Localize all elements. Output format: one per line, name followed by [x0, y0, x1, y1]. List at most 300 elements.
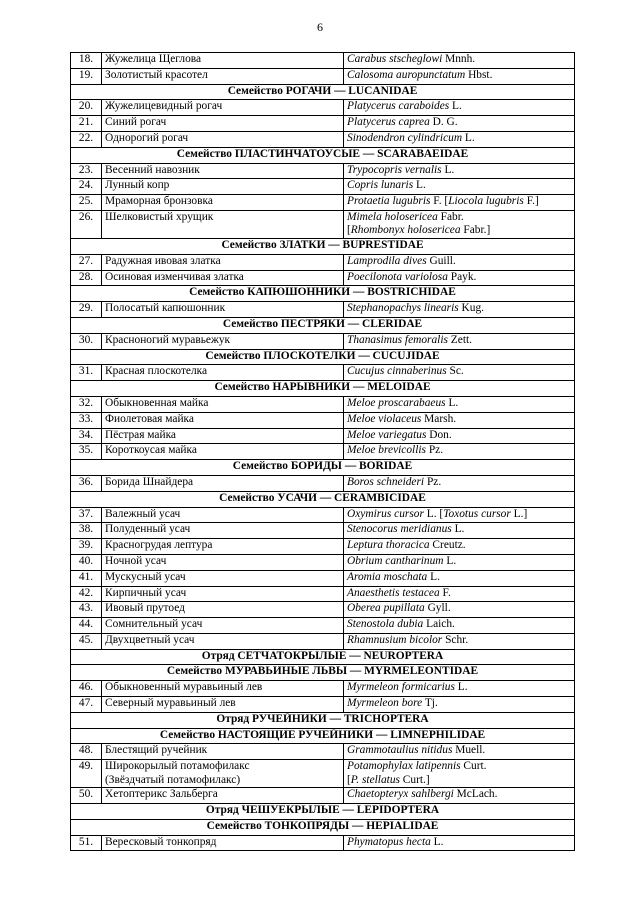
latin-name: Stephanopachys linearis — [347, 302, 459, 315]
latin-name: Oberea pupillata — [347, 602, 425, 615]
latin-name: Copris lunaris — [347, 179, 414, 192]
taxon-header: Отряд СЕТЧАТОКРЫЛЫЕ — NEUROPTERA — [71, 649, 575, 665]
taxon-header: Отряд ЧЕШУЕКРЫЛЫЕ — LEPIDOPTERA — [71, 804, 575, 820]
species-table-body — [71, 53, 575, 851]
russian-name: (Звёздчатый потамофилакс) — [105, 773, 241, 786]
latin-name: Potamophylax latipennis — [347, 760, 461, 773]
author-citation: Kug. — [458, 302, 484, 315]
latin-name-line — [347, 681, 571, 695]
russian-name: Синий рогач — [105, 116, 167, 129]
latin-name-cell — [344, 618, 575, 634]
latin-name: Protaetia lugubris — [347, 195, 431, 208]
species-number: 22. — [71, 131, 102, 147]
russian-name: Вересковый тонкопряд — [105, 835, 217, 848]
latin-name-line — [347, 195, 571, 209]
latin-name-line — [347, 555, 571, 569]
latin-name-cell — [344, 412, 575, 428]
species-row — [71, 681, 575, 697]
species-row — [71, 100, 575, 116]
russian-name: Валежный усач — [105, 507, 181, 520]
russian-name-cell — [102, 554, 344, 570]
latin-name-cell — [344, 365, 575, 381]
author-citation: D. G. — [429, 116, 458, 129]
species-row — [71, 744, 575, 760]
latin-name-cell — [344, 539, 575, 555]
author-citation: L. — [427, 570, 440, 583]
russian-name: Лунный копр — [105, 179, 170, 192]
latin-name-cell — [344, 396, 575, 412]
latin-name-line — [347, 587, 571, 601]
latin-name-line — [347, 429, 571, 443]
latin-name-cell — [344, 760, 575, 788]
latin-name-cell — [344, 53, 575, 69]
russian-name-cell — [102, 428, 344, 444]
latin-name-line — [347, 164, 571, 178]
russian-name: Северный муравьиный лев — [105, 697, 236, 710]
species-row — [71, 507, 575, 523]
species-row — [71, 602, 575, 618]
author-citation: Tj. — [422, 697, 438, 710]
russian-name-cell — [102, 412, 344, 428]
author-citation: L. — [413, 179, 426, 192]
author-citation: Don. — [426, 428, 452, 441]
taxon-header-row — [71, 819, 575, 835]
russian-name-cell — [102, 681, 344, 697]
taxon-header-row — [71, 381, 575, 397]
latin-name-line — [347, 100, 571, 114]
species-row — [71, 539, 575, 555]
russian-name: Красная плоскотелка — [105, 365, 208, 378]
latin-name-cell — [344, 570, 575, 586]
russian-name: Золотистый красотел — [105, 68, 208, 81]
latin-name-line — [347, 413, 571, 427]
author-citation: Payk. — [447, 270, 477, 283]
latin-name-line — [347, 255, 571, 269]
latin-name: Poecilonota variolosa — [347, 270, 448, 283]
latin-name-line — [347, 397, 571, 411]
latin-name: Meloe brevicollis — [347, 444, 426, 457]
latin-name: Trypocopris vernalis — [347, 163, 442, 176]
russian-name: Широкорылый потамофилакс — [105, 760, 250, 773]
russian-name-cell — [102, 697, 344, 713]
species-row — [71, 633, 575, 649]
species-row — [71, 210, 575, 238]
latin-name: Anaesthetis testacea — [347, 586, 440, 599]
author-citation: L.] — [510, 507, 528, 520]
taxon-header: Семейство БОРИДЫ — BORIDAE — [71, 460, 575, 476]
page-number: 6 — [317, 20, 323, 34]
latin-name-cell — [344, 195, 575, 211]
latin-name: Meloe proscarabaeus — [347, 396, 446, 409]
latin-name-cell — [344, 523, 575, 539]
latin-name-cell — [344, 163, 575, 179]
species-number: 31. — [71, 365, 102, 381]
russian-name-cell — [102, 444, 344, 460]
latin-name-line — [347, 760, 571, 774]
russian-name-cell — [102, 365, 344, 381]
author-citation: Muell. — [452, 744, 486, 757]
author-citation: L. — [462, 131, 475, 144]
latin-name-line — [347, 539, 571, 553]
russian-name: Кирпичный усач — [105, 586, 187, 599]
species-number: 35. — [71, 444, 102, 460]
author-citation: McLach. — [453, 788, 498, 801]
taxon-header-row — [71, 712, 575, 728]
latin-name: Rhamnusium bicolor — [347, 633, 443, 646]
latin-name-line — [347, 69, 571, 83]
latin-name-cell — [344, 697, 575, 713]
latin-name-line — [347, 508, 571, 522]
latin-name-line — [347, 444, 571, 458]
latin-name-line — [347, 53, 571, 67]
latin-name-line — [347, 602, 571, 616]
russian-name: Ночной усач — [105, 554, 167, 567]
latin-name-cell — [344, 179, 575, 195]
taxon-header-row — [71, 238, 575, 254]
russian-name-cell — [102, 835, 344, 851]
taxon-header: Семейство ТОНКОПРЯДЫ — HEPIALIDAE — [71, 819, 575, 835]
latin-name-line — [347, 523, 571, 537]
author-citation: Zett. — [447, 333, 472, 346]
species-number: 51. — [71, 835, 102, 851]
latin-name: Grammotaulius nitidus — [347, 744, 453, 757]
latin-name-line — [347, 334, 571, 348]
taxon-header-row — [71, 460, 575, 476]
russian-name-cell — [102, 179, 344, 195]
latin-name-line — [347, 211, 571, 225]
latin-name-line — [347, 774, 571, 788]
author-citation: L. — [443, 554, 457, 567]
russian-name: Пёстрая майка — [105, 428, 176, 441]
latin-name-cell — [344, 835, 575, 851]
taxon-header: Семейство КАПЮШОННИКИ — BOSTRICHIDAE — [71, 286, 575, 302]
latin-name-line — [347, 697, 571, 711]
species-row — [71, 68, 575, 84]
latin-name-cell — [344, 116, 575, 132]
russian-name-cell — [102, 602, 344, 618]
russian-name: Борида Шнайдера — [105, 475, 194, 488]
latin-name: Cucujus cinnaberinus — [347, 365, 447, 378]
species-number: 18. — [71, 53, 102, 69]
species-row — [71, 475, 575, 491]
species-number: 28. — [71, 270, 102, 286]
species-row — [71, 53, 575, 69]
russian-name-cell — [102, 53, 344, 69]
author-citation: Mnnh. — [442, 53, 476, 65]
author-citation: Schr. — [442, 633, 469, 646]
latin-name-cell — [344, 586, 575, 602]
taxon-header-row — [71, 491, 575, 507]
species-number: 30. — [71, 333, 102, 349]
species-number: 41. — [71, 570, 102, 586]
species-number: 43. — [71, 602, 102, 618]
species-row — [71, 270, 575, 286]
russian-name-cell — [102, 396, 344, 412]
latin-name: Leptura thoracica — [347, 539, 430, 552]
author-citation: F. — [439, 586, 451, 599]
species-row — [71, 554, 575, 570]
latin-name: Mimela holosericea — [347, 210, 438, 223]
taxon-header-row — [71, 804, 575, 820]
latin-name: Chaetopteryx sahlbergi — [347, 788, 454, 801]
author-citation: Curt.] — [399, 773, 430, 786]
latin-name: Meloe variegatus — [347, 428, 427, 441]
species-number: 26. — [71, 210, 102, 238]
species-number: 50. — [71, 788, 102, 804]
russian-name: Радужная ивовая златка — [105, 254, 221, 267]
russian-name-cell — [102, 270, 344, 286]
taxon-header-row — [71, 147, 575, 163]
russian-name-cell — [102, 618, 344, 634]
russian-name: Жужелица Щеглова — [105, 53, 202, 65]
species-number: 19. — [71, 68, 102, 84]
latin-name: Liocola lugubris — [448, 195, 524, 208]
russian-name: Полосатый капюшонник — [105, 302, 226, 315]
author-citation: Sc. — [446, 365, 464, 378]
latin-name: Platycerus caraboides — [347, 100, 450, 113]
species-number: 33. — [71, 412, 102, 428]
author-citation: [ — [347, 224, 351, 237]
taxon-header-row — [71, 649, 575, 665]
taxon-header: Семейство ПЛОСКОТЕЛКИ — CUCUJIDAE — [71, 349, 575, 365]
latin-name: Myrmeleon bore — [347, 697, 423, 710]
latin-name: Lamprodila dives — [347, 254, 427, 267]
latin-name-line — [347, 365, 571, 379]
species-row — [71, 131, 575, 147]
species-row — [71, 195, 575, 211]
species-number: 49. — [71, 760, 102, 788]
species-row — [71, 570, 575, 586]
latin-name: Sinodendron cylindricum — [347, 131, 463, 144]
latin-name-cell — [344, 428, 575, 444]
species-row — [71, 586, 575, 602]
author-citation: L. — [449, 100, 462, 113]
author-citation: Creutz. — [429, 539, 466, 552]
author-citation: [ — [347, 773, 351, 786]
russian-name-cell — [102, 788, 344, 804]
russian-name-cell — [102, 760, 344, 788]
author-citation: L. — [430, 835, 444, 848]
species-number: 27. — [71, 254, 102, 270]
species-row — [71, 333, 575, 349]
species-number: 25. — [71, 195, 102, 211]
latin-name-cell — [344, 554, 575, 570]
latin-name-cell — [344, 602, 575, 618]
latin-name: Aromia moschata — [347, 570, 428, 583]
species-row — [71, 396, 575, 412]
species-number: 40. — [71, 554, 102, 570]
latin-name-cell — [344, 744, 575, 760]
taxon-header-row — [71, 349, 575, 365]
author-citation: F. [ — [430, 195, 449, 208]
russian-name-cell — [102, 586, 344, 602]
species-number: 47. — [71, 697, 102, 713]
russian-name: Короткоусая майка — [105, 444, 197, 457]
author-citation: L. — [445, 396, 459, 409]
species-number: 36. — [71, 475, 102, 491]
species-number: 45. — [71, 633, 102, 649]
latin-name-cell — [344, 131, 575, 147]
author-citation: Hbst. — [465, 68, 493, 81]
latin-name: Carabus stscheglowi — [347, 53, 443, 65]
species-row — [71, 116, 575, 132]
latin-name: Toxotus cursor — [443, 507, 511, 520]
author-citation: Curt. — [460, 760, 487, 773]
russian-name-cell — [102, 507, 344, 523]
author-citation: Fabr.] — [460, 224, 491, 237]
latin-name-cell — [344, 100, 575, 116]
latin-name-cell — [344, 507, 575, 523]
author-citation: L. [ — [423, 507, 444, 520]
species-number: 37. — [71, 507, 102, 523]
latin-name: Phymatopus hecta — [347, 835, 431, 848]
latin-name-line — [347, 571, 571, 585]
latin-name-cell — [344, 270, 575, 286]
species-row — [71, 302, 575, 318]
species-row — [71, 428, 575, 444]
latin-name: Stenocorus meridianus — [347, 523, 452, 536]
russian-name: Жужелицевидный рогач — [105, 100, 223, 113]
russian-name: Обыкновенная майка — [105, 396, 209, 409]
taxon-header: Семейство МУРАВЬИНЫЕ ЛЬВЫ — MYRMELEONTIDAE — [71, 665, 575, 681]
russian-name: Красноногий муравьежук — [105, 333, 231, 346]
russian-name-cell — [102, 68, 344, 84]
russian-name-cell — [102, 131, 344, 147]
author-citation: L. — [451, 523, 465, 536]
russian-name-cell — [102, 163, 344, 179]
latin-name-line — [347, 836, 571, 850]
taxon-header: Семейство НАРЫВНИКИ — MELOIDAE — [71, 381, 575, 397]
latin-name: Thanasimus femoralis — [347, 333, 448, 346]
species-number: 39. — [71, 539, 102, 555]
species-row — [71, 697, 575, 713]
species-row — [71, 760, 575, 788]
author-citation: Marsh. — [421, 412, 457, 425]
taxon-header-row — [71, 84, 575, 100]
author-citation: Fabr. — [437, 210, 464, 223]
latin-name-line — [347, 744, 571, 758]
russian-name-cell — [102, 210, 344, 238]
species-row — [71, 254, 575, 270]
species-row — [71, 444, 575, 460]
taxon-header-row — [71, 728, 575, 744]
species-row — [71, 365, 575, 381]
latin-name-line — [347, 116, 571, 130]
species-row — [71, 179, 575, 195]
latin-name-cell — [344, 210, 575, 238]
russian-name: Полуденный усач — [105, 523, 191, 536]
latin-name-line — [347, 788, 571, 802]
russian-name-cell — [102, 333, 344, 349]
russian-name: Обыкновенный муравьиный лев — [105, 681, 263, 694]
species-number: 38. — [71, 523, 102, 539]
latin-name-cell — [344, 633, 575, 649]
latin-name-line — [347, 132, 571, 146]
russian-name: Сомнительный усач — [105, 618, 203, 631]
latin-name: Boros schneideri — [347, 475, 425, 488]
author-citation: L. — [441, 163, 455, 176]
russian-name-cell — [102, 475, 344, 491]
taxon-header: Отряд РУЧЕЙНИКИ — TRICHOPTERA — [71, 712, 575, 728]
species-number: 29. — [71, 302, 102, 318]
russian-name: Красногрудая лептура — [105, 539, 213, 552]
species-number: 34. — [71, 428, 102, 444]
russian-name: Мускусный усач — [105, 570, 186, 583]
latin-name-cell — [344, 68, 575, 84]
latin-name-line — [347, 179, 571, 193]
russian-name-cell — [102, 100, 344, 116]
species-number: 21. — [71, 116, 102, 132]
russian-name-cell — [102, 302, 344, 318]
russian-name-cell — [102, 195, 344, 211]
species-row — [71, 835, 575, 851]
russian-name: Однорогий рогач — [105, 131, 189, 144]
taxon-header-row — [71, 665, 575, 681]
latin-name-line — [347, 634, 571, 648]
species-table — [70, 52, 575, 851]
latin-name: Stenostola dubia — [347, 618, 424, 631]
latin-name-line — [347, 476, 571, 490]
latin-name-cell — [344, 788, 575, 804]
russian-name: Хетоптерикс Зальберга — [105, 788, 218, 801]
latin-name-cell — [344, 475, 575, 491]
species-number: 42. — [71, 586, 102, 602]
russian-name: Двухцветный усач — [105, 633, 195, 646]
author-citation: Pz. — [424, 475, 442, 488]
russian-name: Весенний навозник — [105, 163, 200, 176]
russian-name-cell — [102, 254, 344, 270]
species-row — [71, 618, 575, 634]
author-citation: Guill. — [426, 254, 456, 267]
russian-name-cell — [102, 523, 344, 539]
russian-name: Шелковистый хрущик — [105, 210, 214, 223]
russian-name: Мраморная бронзовка — [105, 195, 213, 208]
russian-name: Фиолетовая майка — [105, 412, 194, 425]
species-row — [71, 523, 575, 539]
russian-name-cell — [102, 116, 344, 132]
species-number: 24. — [71, 179, 102, 195]
latin-name-line — [347, 302, 571, 316]
taxon-header: Семейство РОГАЧИ — LUCANIDAE — [71, 84, 575, 100]
latin-name: Rhombonyx holosericea — [350, 224, 461, 237]
species-number: 23. — [71, 163, 102, 179]
taxon-header: Семейство ПЛАСТИНЧАТОУСЫЕ — SCARABAEIDAE — [71, 147, 575, 163]
taxon-header-row — [71, 317, 575, 333]
russian-name: Ивовый прутоед — [105, 602, 185, 615]
taxon-header: Семейство УСАЧИ — CERAMBICIDAE — [71, 491, 575, 507]
latin-name-cell — [344, 254, 575, 270]
author-citation: Pz. — [425, 444, 444, 457]
taxon-header: Семейство ПЕСТРЯКИ — CLERIDAE — [71, 317, 575, 333]
latin-name: Oxymirus cursor — [347, 507, 424, 520]
taxon-header: Семейство НАСТОЯЩИЕ РУЧЕЙНИКИ — LIMNEPHILIDAE — [71, 728, 575, 744]
author-citation: Laich. — [423, 618, 455, 631]
latin-name-cell — [344, 333, 575, 349]
latin-name-line — [347, 224, 571, 238]
latin-name: Meloe violaceus — [347, 412, 422, 425]
author-citation: Gyll. — [424, 602, 451, 615]
russian-name-cell — [102, 744, 344, 760]
russian-name-cell — [102, 539, 344, 555]
latin-name-line — [347, 271, 571, 285]
taxon-header-row — [71, 286, 575, 302]
species-row — [71, 412, 575, 428]
latin-name: Obrium cantharinum — [347, 554, 444, 567]
species-number: 44. — [71, 618, 102, 634]
latin-name: Calosoma auropunctatum — [347, 68, 466, 81]
species-number: 32. — [71, 396, 102, 412]
author-citation: F.] — [523, 195, 539, 208]
